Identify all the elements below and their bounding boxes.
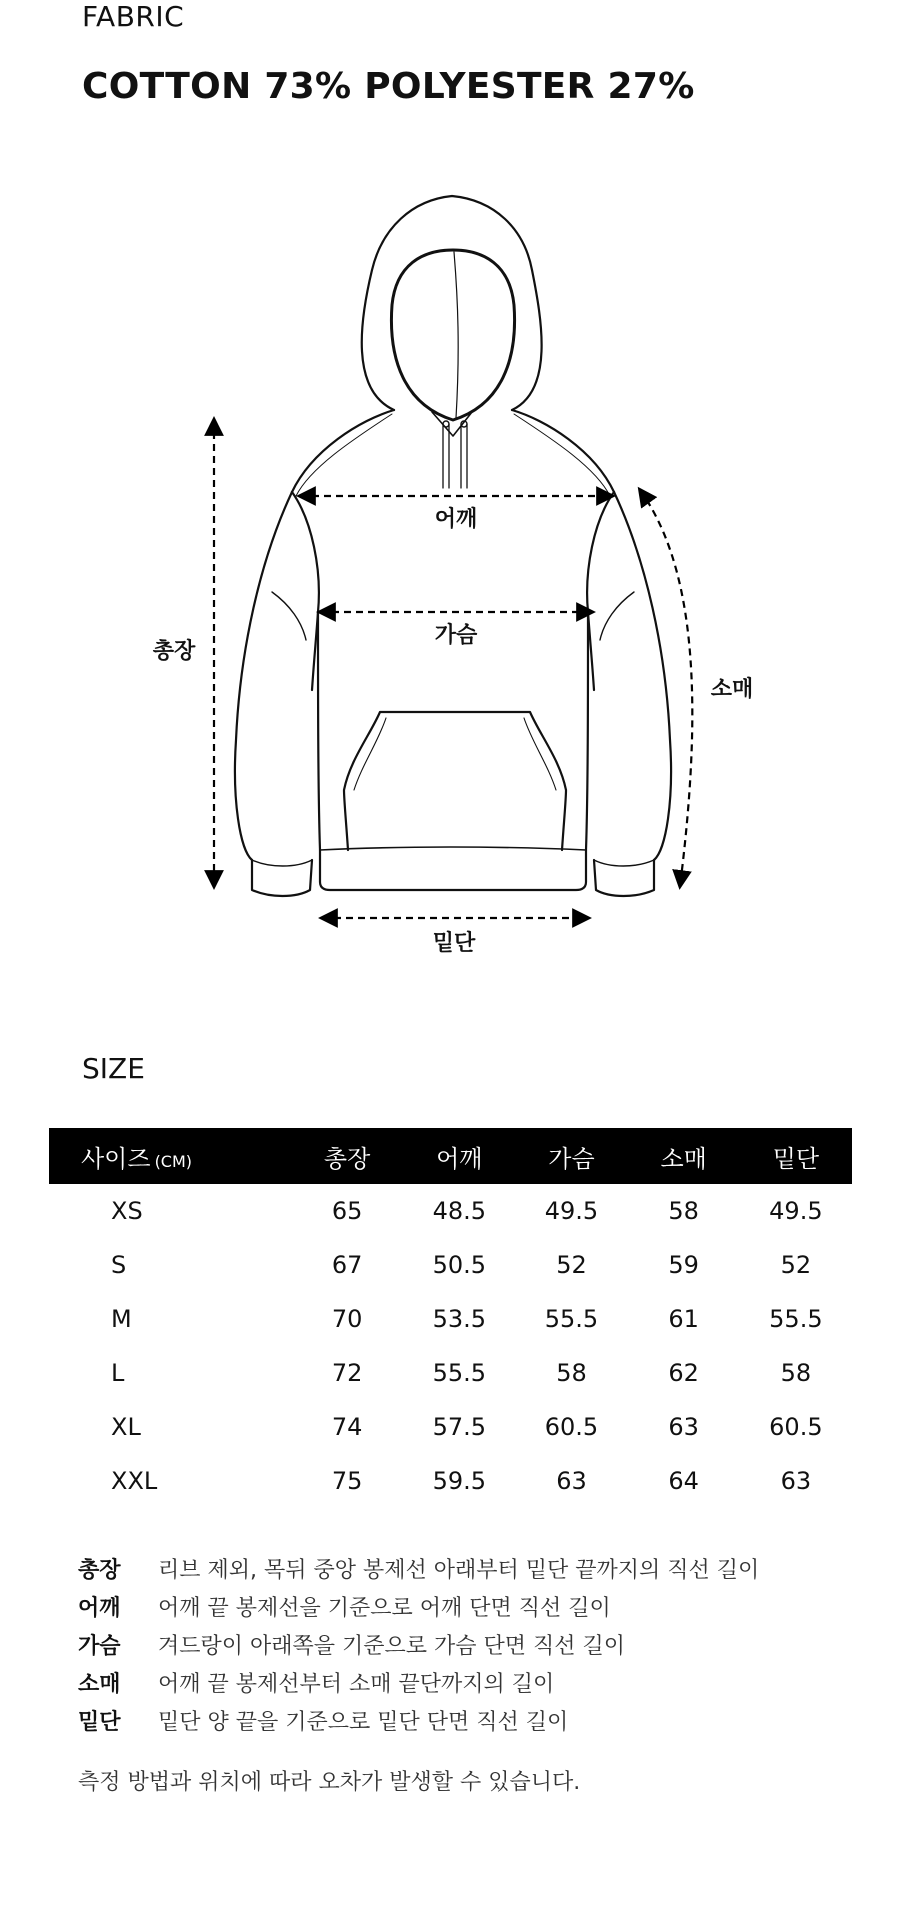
length-label: 총장: [152, 639, 196, 664]
header-unit: (CM): [154, 1151, 193, 1171]
cell-length: 70: [331, 1305, 363, 1333]
cell-shoulder: 48.5: [432, 1197, 486, 1225]
cell-length: 72: [331, 1359, 363, 1387]
cell-chest: 52: [556, 1251, 587, 1279]
size-table: [49, 1128, 852, 1508]
note-item: [78, 1628, 759, 1666]
cell-chest: 49.5: [544, 1197, 599, 1225]
cell-hem: 58: [780, 1359, 812, 1387]
table-row: [49, 1346, 852, 1400]
note-item: [78, 1666, 759, 1704]
table-row: [49, 1292, 852, 1346]
header-chest: 가슴: [515, 1128, 627, 1184]
cell-chest: 58: [556, 1359, 587, 1387]
cell-hem: 49.5: [769, 1197, 823, 1225]
cell-hem: 55.5: [769, 1305, 823, 1333]
cell-hem: 63: [780, 1467, 812, 1495]
header-size: 사이즈 (CM): [49, 1128, 291, 1184]
note-description: 어깨 끝 봉제선부터 소매 끝단까지의 길이: [158, 1672, 555, 1697]
cell-shoulder: 50.5: [432, 1251, 486, 1279]
table-row: [49, 1400, 852, 1454]
cell-length: 67: [331, 1251, 363, 1279]
table-row: [49, 1184, 852, 1238]
measurement-labels: [153, 506, 754, 956]
cell-sleeve: 61: [668, 1305, 699, 1333]
note-description: 밑단 양 끝을 기준으로 밑단 단면 직선 길이: [158, 1710, 569, 1735]
cell-hem: 60.5: [769, 1413, 823, 1441]
note-item: [78, 1590, 759, 1628]
cell-size: XS: [111, 1197, 143, 1225]
note-description: 겨드랑이 아래쪽을 기준으로 가슴 단면 직선 길이: [158, 1634, 626, 1659]
fabric-composition: COTTON 73% POLYESTER 27%: [82, 66, 695, 107]
note-item: [78, 1704, 759, 1742]
fabric-label: FABRIC: [82, 0, 185, 33]
note-description: 어깨 끝 봉제선을 기준으로 어깨 단면 직선 길이: [158, 1596, 611, 1621]
cell-sleeve: 59: [668, 1251, 699, 1279]
cell-shoulder: 53.5: [432, 1305, 486, 1333]
cell-size: XL: [111, 1413, 141, 1441]
hem-label: 밑단: [432, 931, 476, 956]
chest-label: 가슴: [434, 623, 478, 648]
measurement-notes: [78, 1552, 759, 1742]
table-row: [49, 1454, 852, 1508]
size-table-header: [49, 1128, 852, 1184]
note-term: 어깨: [78, 1596, 121, 1621]
cell-shoulder: 59.5: [432, 1467, 486, 1495]
cell-chest: 63: [556, 1467, 587, 1495]
measurement-lines: [214, 420, 692, 918]
note-term: 총장: [78, 1558, 121, 1583]
cell-sleeve: 63: [668, 1413, 699, 1441]
note-item: [78, 1552, 759, 1590]
note-term: 밑단: [78, 1710, 121, 1735]
cell-chest: 60.5: [544, 1413, 599, 1441]
cell-sleeve: 64: [668, 1467, 699, 1495]
note-description: 리브 제외, 목뒤 중앙 봉제선 아래부터 밑단 끝까지의 직선 길이: [158, 1558, 760, 1583]
table-row: [49, 1238, 852, 1292]
note-term: 소매: [78, 1672, 121, 1697]
cell-length: 74: [331, 1413, 363, 1441]
cell-sleeve: 58: [668, 1197, 699, 1225]
cell-size: L: [111, 1359, 125, 1387]
cell-length: 65: [331, 1197, 363, 1225]
shoulder-label: 어깨: [434, 507, 478, 532]
cell-sleeve: 62: [668, 1359, 699, 1387]
cell-size: XXL: [111, 1467, 158, 1495]
size-section-label: SIZE: [82, 1052, 145, 1085]
header-hem: 밑단: [740, 1128, 852, 1184]
sleeve-label: 소매: [710, 677, 754, 702]
note-term: 가슴: [78, 1634, 121, 1659]
cell-shoulder: 55.5: [432, 1359, 486, 1387]
header-length: 총장: [291, 1128, 403, 1184]
cell-shoulder: 57.5: [432, 1413, 486, 1441]
measurement-disclaimer: 측정 방법과 위치에 따라 오차가 발생할 수 있습니다.: [78, 1770, 581, 1795]
cell-chest: 55.5: [544, 1305, 599, 1333]
cell-size: M: [111, 1305, 132, 1333]
hoodie-illustration: [235, 196, 671, 896]
cell-length: 75: [331, 1467, 363, 1495]
header-sleeve: 소매: [628, 1128, 740, 1184]
cell-size: S: [111, 1251, 127, 1279]
cell-hem: 52: [780, 1251, 812, 1279]
header-shoulder: 어깨: [403, 1128, 515, 1184]
